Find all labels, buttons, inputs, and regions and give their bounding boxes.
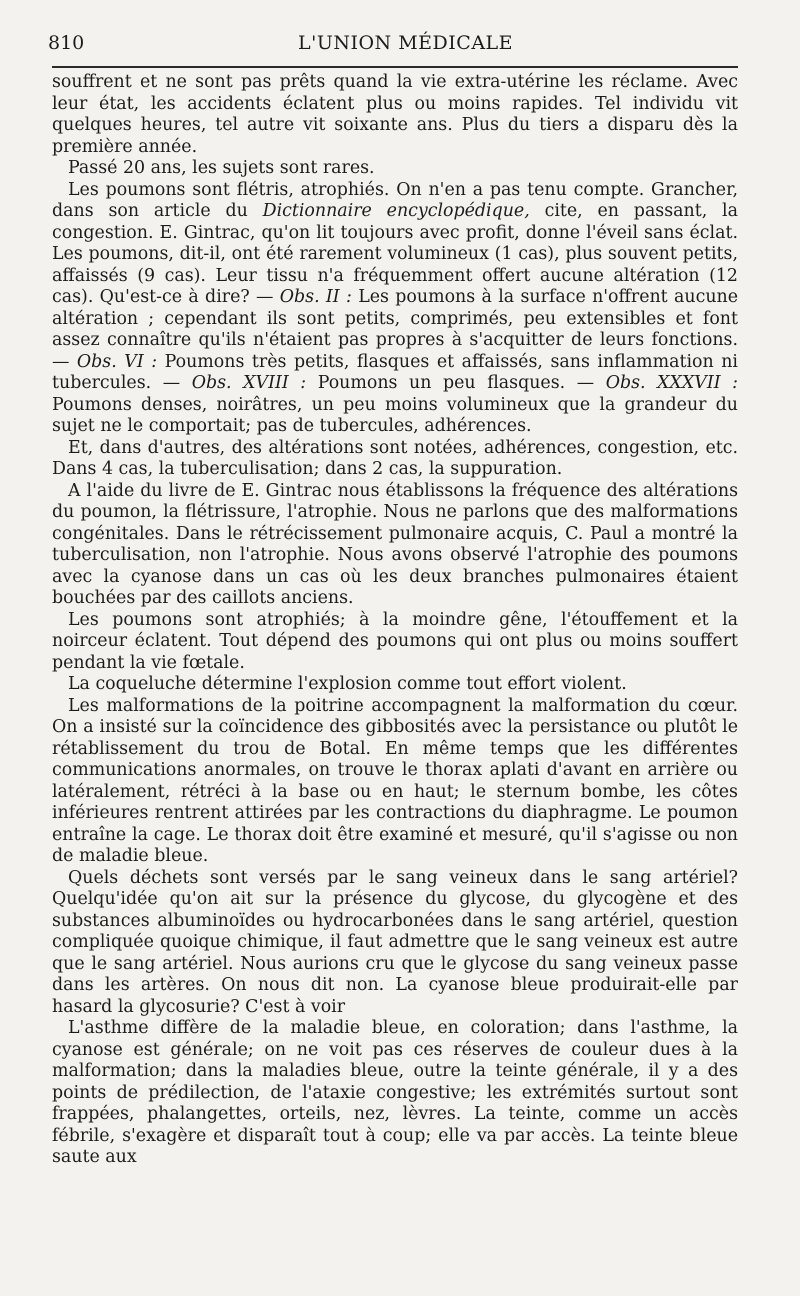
paragraph: Quels déchets sont versés par le sang veineux dans le sang artériel? Quelqu'idée qu'on ait sur la présence du glycose, du glycogène et des substances albuminoïdes ou hydrocarbonées dans le sang artériel, question compliquée quoique chimique, il faut admettre que le sang veineux est autre que le sang artériel. Nous aurions cru que le glycose du sang veineux passe dans les artères. On nous dit non. La cyanose bleue produirait-elle par hasard la glycosurie? C'est à voir [52, 867, 738, 1017]
body-text [52, 72, 738, 1169]
paragraph: L'asthme diffère de la maladie bleue, en coloration; dans l'asthme, la cyanose est générale; on ne voit pas ces réserves de couleur dues à la malformation; dans la maladies bleue, outre la teinte générale, il y a des points de prédilection, de l'ataxie congestive; les extrémités surtout sont frappées, phalangettes, orteils, nez, lèvres. La teinte, comme un accès fébrile, s'exagère et disparaît tout à coup; elle va par accès. La teinte bleue saute aux [52, 1018, 738, 1167]
paragraph: Les poumons sont atrophiés; à la moindre gêne, l'étouffement et la noirceur éclatent. Tout dépend des poumons qui ont plus ou moins souffert pendant la vie fœtale. [52, 609, 738, 673]
paragraph: souffrent et ne sont pas prêts quand la vie extra-utérine les réclame. Avec leur état, les accidents éclatent plus ou moins rapides. Tel individu vit quelques heures, tel autre vit soixante ans. Plus du tiers a disparu dès la première année. [52, 72, 738, 157]
obs-ref: Obs. II : [279, 287, 352, 307]
citation: Dictionnaire encyclopédique, [262, 201, 530, 221]
obs-ref: Obs. VI : [76, 351, 158, 372]
page-number: 810 [48, 32, 85, 54]
header-rule [52, 66, 738, 68]
obs-ref: Obs. XVIII : [191, 373, 307, 393]
page-header [48, 28, 738, 58]
paragraph: Et, dans d'autres, des altérations sont notées, adhérences, congestion, etc. Dans 4 cas, la tuberculisation; dans 2 cas, la suppuration. [52, 437, 738, 479]
paragraph: A l'aide du livre de E. Gintrac nous établissons la fréquence des altérations du poumon, la flétrissure, l'atrophie. Nous ne parlons que des malformations congénitales. Dans le rétrécissement pulmonaire acquis, C. Paul a montré la tuberculisation, non l'atrophie. Nous avons observé l'atrophie des poumons avec la cyanose dans un cas où les deux branches pulmonaires étaient bouchées par des caillots anciens. [52, 480, 738, 608]
paragraph: Passé 20 ans, les sujets sont rares. [68, 158, 375, 178]
running-title: L'UNION MÉDICALE [298, 32, 514, 54]
obs-ref: Obs. XXXVII : [605, 373, 738, 393]
paragraph: Les malformations de la poitrine accompagnent la malformation du cœur. On a insisté sur la coïncidence des gibbosités avec la persistance ou plutôt le rétablissement du trou de Botal. En même temps que les différentes communications anormales, on trouve le thorax aplati d'avant en arrière ou latéralement, rétréci à la base ou en haut; le sternum bombe, les côtes inférieures rentrent attirées par les contractions du diaphragme. Le poumon entraîne la cage. Le thorax doit être examiné et mesuré, qu'il s'agisse ou non de maladie bleue. [52, 695, 738, 866]
paragraph: La coqueluche détermine l'explosion comme tout effort violent. [68, 674, 627, 694]
paragraph: Les poumons sont flétris, atrophiés. On n'en a pas tenu compte. Grancher, dans son article du Dictionnaire encyclopédique, cite, en passant, la congestion. E. Gintrac, qu'on lit toujours avec profit, donne l'éveil sans éclat. Les poumons, dit-il, ont été rarement volumineux (1 cas), plus souvent petits, affaissés (9 cas). Leur tissu n'a fréquemment offert aucune altération (12 cas). Qu'est-ce à dire? — Obs. II : Les poumons à la surface n'offrent aucune altération ; cependant ils sont petits, comprimés, peu extensibles et font assez connaître qu'ils n'étaient pas propres à s'acquitter de leurs fonctions. — Obs. VI : Poumons très petits, flasques et affaissés, sans inflammation ni tubercules. — Obs. XVIII : Poumons un peu flasques. — Obs. XXXVII : Poumons denses, noirâtres, un peu moins volumineux que la grandeur du sujet ne le comportait; pas de tubercules, adhérences. [52, 179, 739, 436]
